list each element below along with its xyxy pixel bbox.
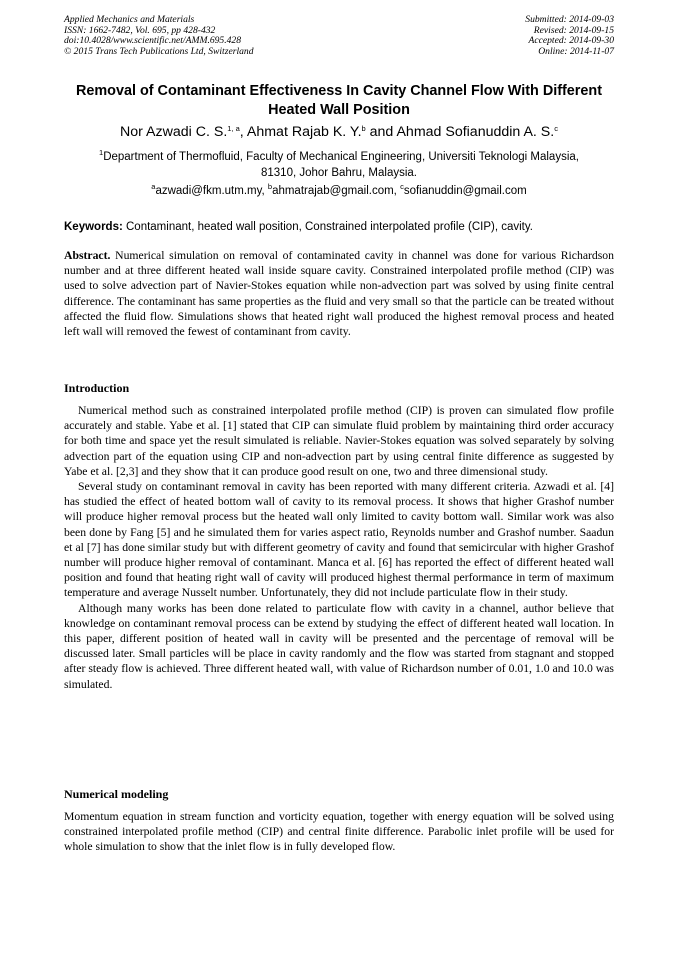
author-list — [40, 124, 638, 141]
paragraph: Although many works has been done related to particulate flow with cavity in a channel, author believe that knowledge on contaminant removal process can be extend by studying the effect of different heated wall location. In this paper, different position of heated wall in cavity will be presented and the percentage of removal will be discussed later. Small particles will be place in cavity randomly and the flow was started from stagnant and stopped after steady flow is achieved. Three different heated wall, with value of Richardson number of 0.01, 1.0 and 10.0 was simulated. — [64, 601, 614, 691]
affiliation-superscript: 1 — [99, 148, 104, 157]
affiliation-line — [64, 149, 614, 165]
author-superscript: c — [554, 124, 558, 133]
email-address: ahmatrajab@gmail.com, — [272, 185, 401, 197]
affiliation-line: 81310, Johor Bahru, Malaysia. — [261, 167, 417, 179]
affiliation-text: Department of Thermofluid, Faculty of Mechanical Engineering, Universiti Teknologi Malaysia, — [103, 151, 579, 163]
paragraph: Numerical method such as constrained interpolated profile method (CIP) is proven can simulated flow profile accurately and stable. Yabe et al. [1] stated that CIP can simulate fluid problem by maintaining third order accuracy for both time and space yet the result simulated is reliable. Navier-Stokes equation was solved separately by solving advection part of the equation using CIP and non-advection part by using central finite difference as suggested by Yabe et al. [2,3] and they show that it can produce good result on one, two and three dimensional study. — [64, 404, 614, 478]
email-superscript: b — [267, 182, 273, 191]
keywords — [64, 220, 624, 234]
journal-doi: doi:10.4028/www.scientific.net/AMM.695.428 — [64, 35, 242, 47]
author-separator: , — [239, 124, 247, 140]
affiliation — [64, 149, 614, 181]
abstract-label: Abstract. — [64, 249, 111, 262]
abstract — [64, 248, 614, 339]
journal-issn: ISSN: 1662-7482, Vol. 695, pp 428-432 — [64, 24, 216, 36]
email-superscript: c — [400, 182, 404, 191]
author-superscript: b — [361, 124, 366, 133]
section-heading-numerical-modeling: Numerical modeling — [64, 787, 169, 801]
keywords-text: Contaminant, heated wall position, Constrained interpolated profile (CIP), cavity. — [122, 221, 533, 233]
author-separator: and — [365, 124, 397, 140]
author-superscript: 1, a — [227, 124, 240, 133]
paragraph: Momentum equation in stream function and vorticity equation, together with energy equation will be solved using constrained interpolated profile method (CIP) and central finite difference. Parabolic inlet profile will be used for whole simulation to show that the inlet flow is in fully developed flow. — [64, 810, 614, 854]
date-online: Online: 2014-11-07 — [538, 45, 614, 57]
paragraph: Several study on contaminant removal in cavity has been reported with many different criteria. Azwadi et al. [4] has studied the effect of heated bottom wall of cavity to its removal process. It shows that higher Grashof number will produce higher removal process but the heated wall only limited to cavity bottom wall. Similar work was also been done by Fang [5] and he simulated them for varies aspect ratio, Reynolds number and Grashof number. Saadun et al [7] has done similar study but with different geometry of cavity and found that semicircular with higher Grashof number will produce higher removal of contaminant. Manca et al. [6] has reported the effect of different heated wall position and found that heating right wall of cavity will produced highest thermal performance in term of maximum temperature and average Nusselt number. Unfortunately, they did not include particulate flow in their study. — [64, 480, 614, 600]
numerical-modeling-section — [64, 809, 614, 855]
journal-copyright: © 2015 Trans Tech Publications Ltd, Switzerland — [64, 45, 254, 57]
date-revised: Revised: 2014-09-15 — [533, 24, 614, 36]
keywords-label: Keywords: — [64, 221, 123, 233]
date-submitted: Submitted: 2014-09-03 — [525, 14, 614, 25]
author-name: Ahmad Sofianuddin A. S. — [396, 124, 555, 140]
publication-dates — [525, 15, 614, 57]
journal-name: Applied Mechanics and Materials — [64, 14, 195, 25]
date-accepted: Accepted: 2014-09-30 — [528, 35, 614, 47]
abstract-text: Numerical simulation on removal of contaminated cavity in channel was done for various Richardson number and at three different heated wall inside square cavity. Constrained interpolated profile method (CIP) was used to solve advection part of Navier-Stokes equation while non-advection part was solved by using finite central difference. The contaminant has same properties as the fluid and very small so that the particle can be treated without affected the fluid flow. Simulations shows that heated right wall produced the highest removal process and heated left wall will removed the fewest of contaminant from cavity. — [64, 249, 614, 339]
email-superscript: a — [151, 182, 156, 191]
author-emails — [40, 184, 638, 198]
journal-info — [64, 15, 254, 57]
section-heading-introduction: Introduction — [64, 381, 130, 395]
author-name: Nor Azwadi C. S. — [120, 124, 228, 140]
email-address: azwadi@fkm.utm.my, — [155, 185, 268, 197]
email-address: sofianuddin@gmail.com — [403, 185, 527, 197]
paper-title: Removal of Contaminant Effectiveness In Cavity Channel Flow With Different Heated Wall Position — [75, 83, 602, 118]
introduction-section — [64, 403, 614, 692]
author-name: Ahmat Rajab K. Y. — [246, 124, 362, 140]
